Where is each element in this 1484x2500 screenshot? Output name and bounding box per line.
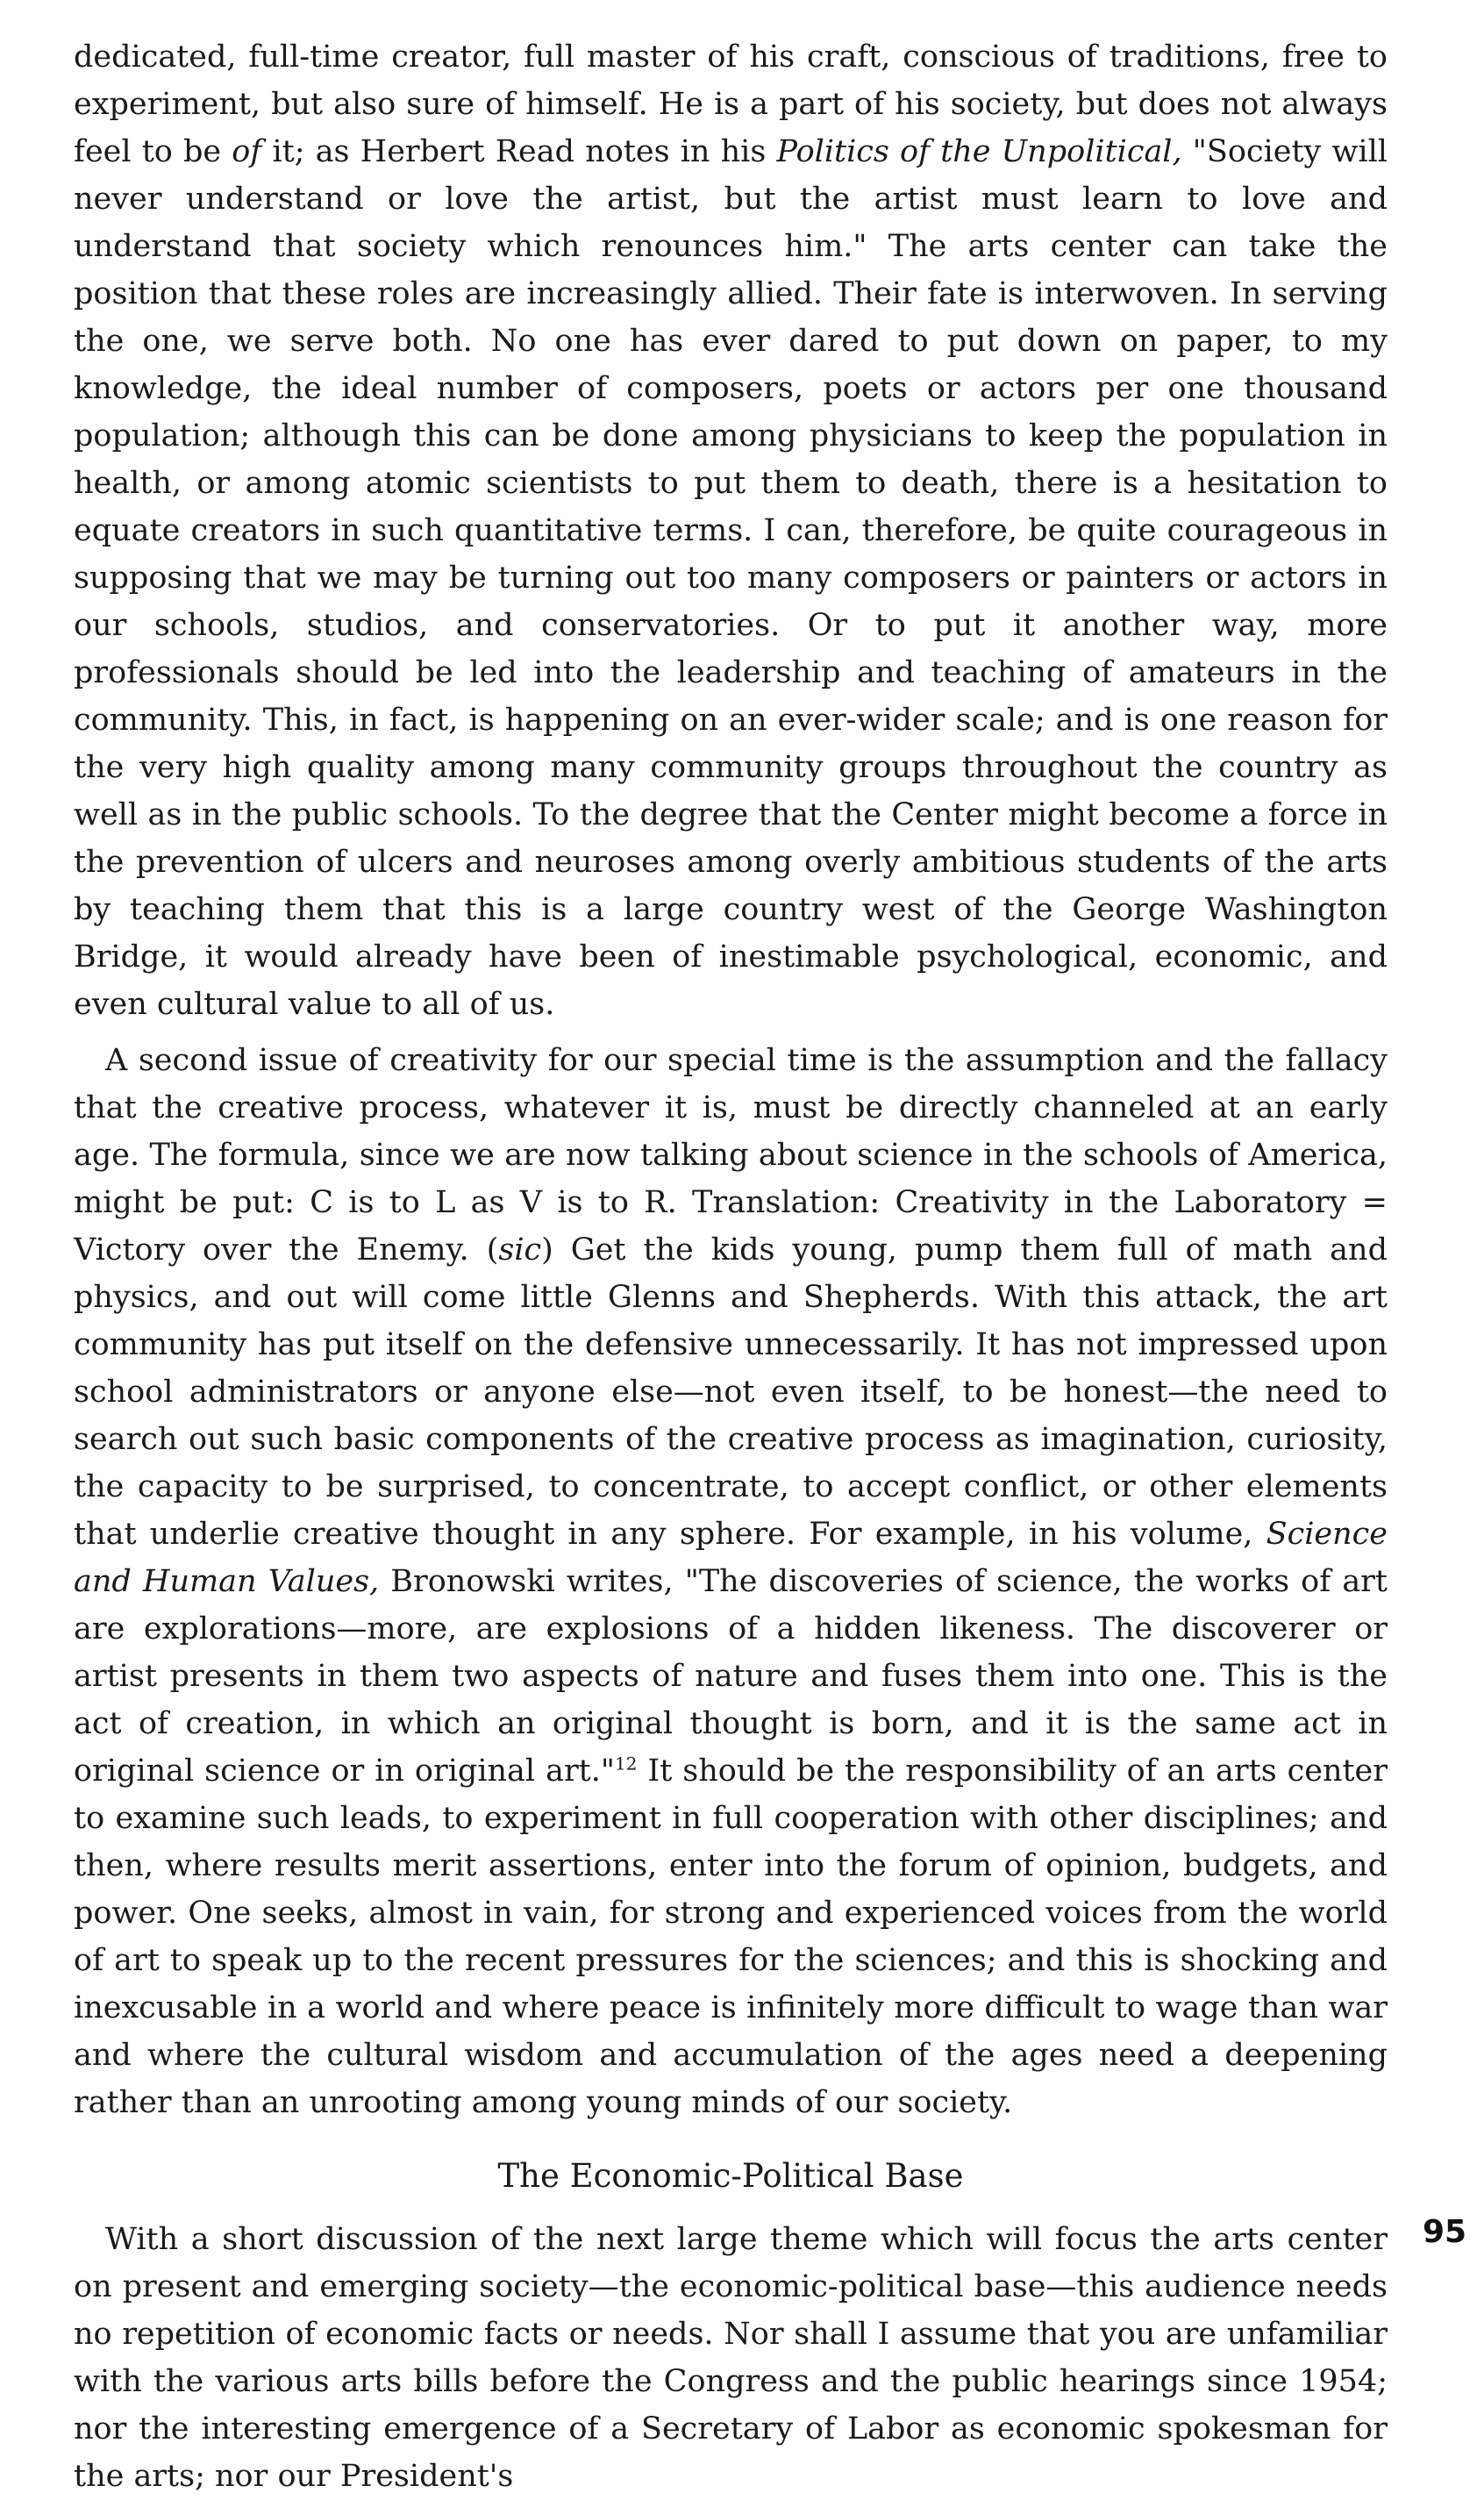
- page-number: 95: [1423, 2214, 1467, 2250]
- paragraph-2: [74, 1037, 1388, 2126]
- paragraph-1-text-b: it; as Herbert Read notes in his: [261, 134, 777, 169]
- paragraph-3: With a short discussion of the next large theme which will focus the arts center on present and emerging society—the economic-political base—this audience needs no repetition of economic facts or needs. Nor shall I assume that you are unfamiliar with the various arts bills before the Congress and the public hearings since 1954; nor the interesting emergence of a Secretary of Labor as economic spokesman for the arts; nor our President's: [74, 2222, 1388, 2494]
- paragraph-2-text-a: A second issue of creativity for our special time is the assumption and the fallacy that the creative process, whatever it is, must be directly channeled at an early age. The formula, since we are now talking about science in the schools of America, might be put: C is to L as V is to R. Translation: Creativity in the Laboratory = Victory over the Enemy. (: [74, 1043, 1388, 1268]
- paragraph-2-text-d: It should be the responsibility of an arts center to examine such leads, to experiment in full cooperation with other disciplines; and then, where results merit assertions, enter into the forum of opinion, budgets, and power. One seeks, almost in vain, for strong and experienced voices from the world of art to speak up to the recent pressures for the sciences; and this is shocking and inexcusable in a world and where peace is infinitely more difficult to wage than war and where the cultural wisdom and accumulation of the ages need a deepening rather than an unrooting among young minds of our society.: [74, 1754, 1388, 2120]
- paragraph-1-text-c: "Society will never understand or love the artist, but the artist must learn to love and understand that society which renounces him." The arts center can take the position that these roles are increasingly allied. Their fate is interwoven. In serving the one, we serve both. No one has ever dared to put down on paper, to my knowledge, the ideal number of composers, poets or actors per one thousand population; although this can be done among physicians to keep the population in health, or among atomic scientists to put them to death, there is a hesitation to equate creators in such quantitative terms. I can, therefore, be quite courageous in supposing that we may be turning out too many composers or painters or actors in our schools, studios, and conservatories. Or to put it another way, more professionals should be led into the leadership and teaching of amateurs in the community. This, in fact, is happening on an ever-wider scale; and is one reason for the very high quality among many community groups throughout the country as well as in the public schools. To the degree that the Center might become a force in the prevention of ulcers and neuroses among overly ambitious students of the arts by teaching them that this is a large country west of the George Washington Bridge, it would already have been of inestimable psychological, economic, and even cultural value to all of us.: [74, 134, 1388, 1022]
- paragraph-2-text-c: Bronowski writes, "The discoveries of science, the works of art are explorations—more, are explosions of a hidden likeness. The discoverer or artist presents in them two aspects of nature and fuses them into one. This is the act of creation, in which an original thought is born, and it is the same act in original science or in original art.": [74, 1564, 1388, 1789]
- book-title-science: Science and Human Values,: [74, 1517, 1388, 1599]
- footnote-reference: 12: [614, 1753, 638, 1775]
- paragraph-1: [74, 33, 1388, 1028]
- paragraph-1-of-italic: of: [232, 134, 262, 169]
- paragraph-1-text-a: dedicated, full-time creator, full master of his craft, conscious of traditions, free to experiment, but also sure of himself. He is a part of his society, but does not always feel to be: [74, 39, 1388, 169]
- paragraph-2-sic-italic: sic: [498, 1232, 542, 1268]
- book-title-politics: Politics of the Unpolitical,: [776, 134, 1182, 169]
- paragraph-2-text-b: ) Get the kids young, pump them full of math and physics, and out will come little Glenns and Shepherds. With this attack, the art community has put itself on the defensive unnecessarily. It has not impressed upon school administrators or anyone else—not even itself, to be honest—the need to search out such basic components of the creative process as imagination, curiosity, the capacity to be surprised, to concentrate, to accept conflict, or other elements that underlie creative thought in any sphere. For example, in his volume,: [74, 1232, 1388, 1552]
- page-body: [74, 33, 1388, 2500]
- section-heading: The Economic-Political Base: [497, 2157, 964, 2195]
